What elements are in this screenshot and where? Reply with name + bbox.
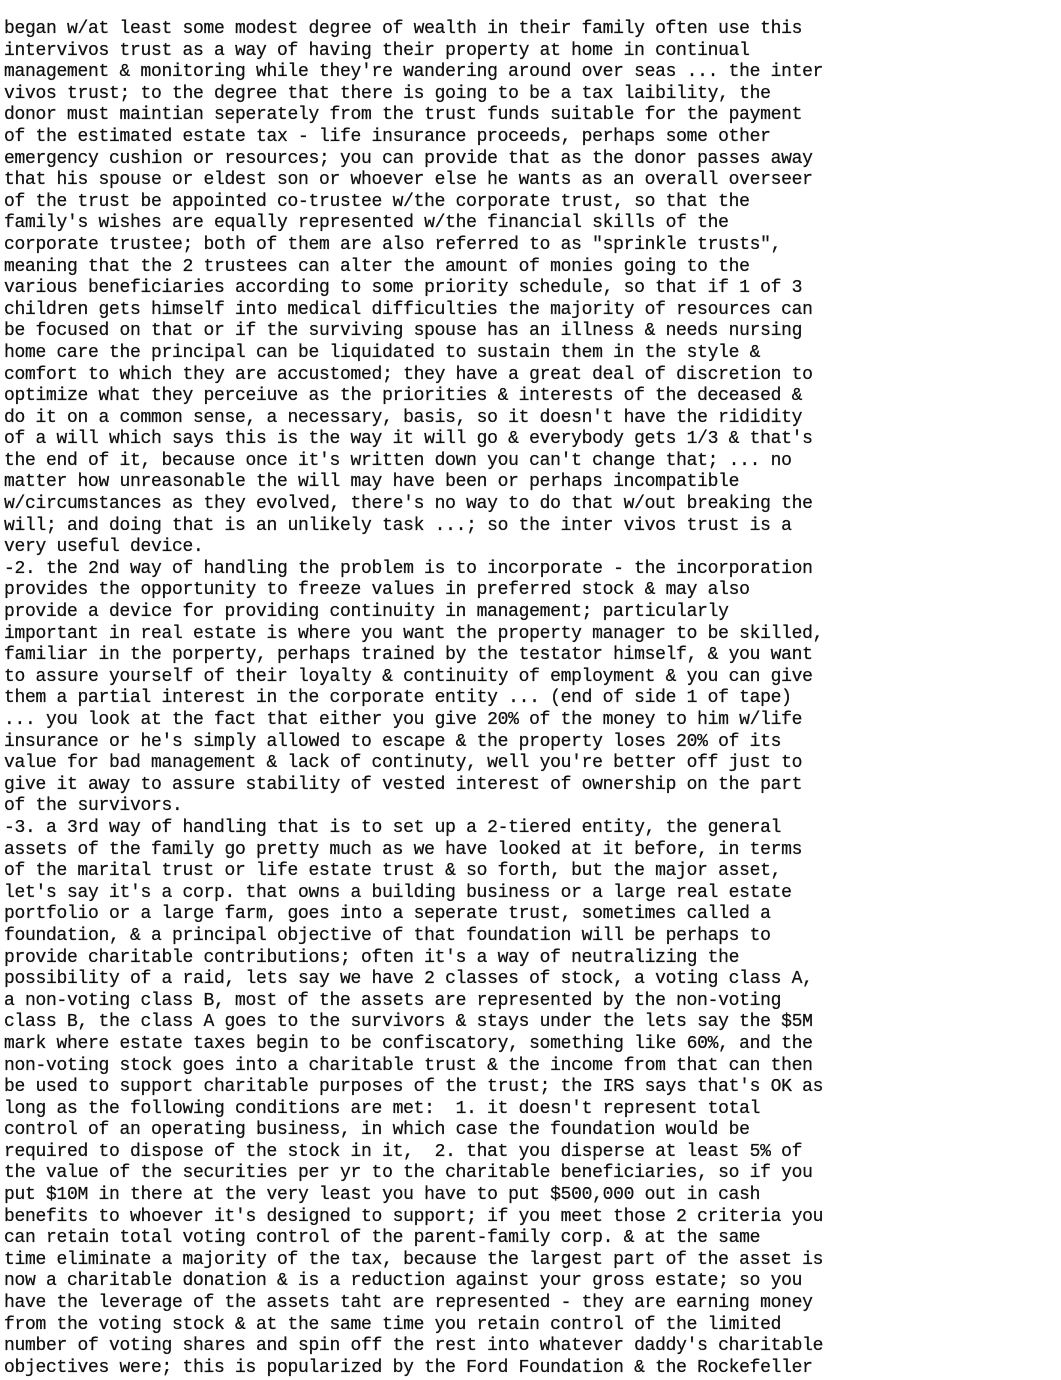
text-line: matter how unreasonable the will may have been or perhaps incompatible xyxy=(4,472,740,493)
text-line: be focused on that or if the surviving spouse has an illness & needs nursing xyxy=(4,321,803,342)
text-line: comfort to which they are accustomed; they have a great deal of discretion to xyxy=(4,364,813,385)
text-line: non-voting stock goes into a charitable trust & the income from that can then xyxy=(4,1055,813,1076)
text-line: required to dispose of the stock in it, 2. that you disperse at least 5% of xyxy=(4,1141,803,1162)
text-line: family's wishes are equally represented w/the financial skills of the xyxy=(4,213,729,234)
text-line: of a will which says this is the way it will go & everybody gets 1/3 & that's xyxy=(4,429,813,450)
text-line: will; and doing that is an unlikely task ...; so the inter vivos trust is a xyxy=(4,515,792,536)
text-line: donor must maintian seperately from the trust funds suitable for the payment xyxy=(4,105,803,126)
text-line: intervivos trust as a way of having their property at home in continual xyxy=(4,40,750,61)
text-line: a non-voting class B, most of the assets are represented by the non-voting xyxy=(4,990,782,1011)
text-line: the end of it, because once it's written down you can't change that; ... no xyxy=(4,450,792,471)
text-line: class B, the class A goes to the survivors & stays under the lets say the $5M xyxy=(4,1012,813,1033)
text-line: provide charitable contributions; often it's a way of neutralizing the xyxy=(4,947,740,968)
text-line: value for bad management & lack of continuty, well you're better off just to xyxy=(4,753,803,774)
text-line: optimize what they perceiuve as the priorities & interests of the deceased & xyxy=(4,386,803,407)
text-line: began w/at least some modest degree of wealth in their family often use this xyxy=(4,19,803,39)
text-line: provides the opportunity to freeze values in preferred stock & may also xyxy=(4,580,750,601)
text-line: ... you look at the fact that either you give 20% of the money to him w/life xyxy=(4,710,803,730)
text-line: possibility of a raid, lets say we have 2 classes of stock, a voting class A, xyxy=(4,969,813,990)
text-line: of the marital trust or life estate trust & so forth, but the major asset, xyxy=(4,861,782,882)
text-line: very useful device. xyxy=(4,537,204,558)
text-line: objectives were; this is popularized by the Ford Foundation & the Rockefeller xyxy=(4,1357,813,1378)
text-line: of the estimated estate tax - life insurance proceeds, perhaps some other xyxy=(4,126,771,147)
text-line: that his spouse or eldest son or whoever else he wants as an overall overseer xyxy=(4,170,813,191)
text-line: control of an operating business, in which case the foundation would be xyxy=(4,1120,750,1141)
text-line: now a charitable donation & is a reduction against your gross estate; so you xyxy=(4,1271,803,1292)
text-line: children gets himself into medical difficulties the majority of resources can xyxy=(4,299,813,320)
transcript-page xyxy=(4,19,1057,1379)
text-line: home care the principal can be liquidated to sustain them in the style & xyxy=(4,342,761,363)
text-line: various beneficiaries according to some priority schedule, so that if 1 of 3 xyxy=(4,278,803,299)
text-line: put $10M in there at the very least you have to put $500,000 out in cash xyxy=(4,1185,761,1206)
text-line: insurance or he's simply allowed to escape & the property loses 20% of its xyxy=(4,731,782,752)
text-line: familiar in the porperty, perhaps trained by the testator himself, & you want xyxy=(4,645,813,666)
text-line: of the trust be appointed co-trustee w/the corporate trust, so that the xyxy=(4,191,750,212)
text-line: important in real estate is where you want the property manager to be skilled, xyxy=(4,623,824,644)
text-line: provide a device for providing continuity in management; particularly xyxy=(4,602,729,623)
text-line: them a partial interest in the corporate entity ... (end of side 1 of tape) xyxy=(4,688,792,709)
text-line: to assure yourself of their loyalty & continuity of employment & you can give xyxy=(4,666,813,687)
transcript-body xyxy=(4,19,1057,1379)
text-line: vivos trust; to the degree that there is going to be a tax laibility, the xyxy=(4,83,771,104)
text-line: management & monitoring while they're wandering around over seas ... the inter xyxy=(4,62,824,83)
text-line: emergency cushion or resources; you can provide that as the donor passes away xyxy=(4,148,813,169)
text-line: from the voting stock & at the same time you retain control of the limited xyxy=(4,1314,782,1335)
text-line: meaning that the 2 trustees can alter the amount of monies going to the xyxy=(4,256,750,277)
text-line: do it on a common sense, a necessary, basis, so it doesn't have the rididity xyxy=(4,407,803,428)
text-line: corporate trustee; both of them are also referred to as "sprinkle trusts", xyxy=(4,234,782,255)
text-line: the value of the securities per yr to the charitable beneficiaries, so if you xyxy=(4,1163,813,1184)
text-line: portfolio or a large farm, goes into a seperate trust, sometimes called a xyxy=(4,904,771,925)
text-line: benefits to whoever it's designed to support; if you meet those 2 criteria you xyxy=(4,1206,824,1227)
text-line: -3. a 3rd way of handling that is to set up a 2-tiered entity, the general xyxy=(4,817,782,838)
text-line: of the survivors. xyxy=(4,796,183,817)
text-line: number of voting shares and spin off the rest into whatever daddy's charitable xyxy=(4,1336,824,1357)
text-line: mark where estate taxes begin to be confiscatory, something like 60%, and the xyxy=(4,1033,813,1054)
text-line: long as the following conditions are met: 1. it doesn't represent total xyxy=(4,1098,761,1119)
text-line: assets of the family go pretty much as we have looked at it before, in terms xyxy=(4,839,803,860)
text-line: let's say it's a corp. that owns a building business or a large real estate xyxy=(4,882,792,903)
text-line: be used to support charitable purposes of the trust; the IRS says that's OK as xyxy=(4,1077,824,1098)
text-line: have the leverage of the assets taht are represented - they are earning money xyxy=(4,1293,813,1314)
text-line: time eliminate a majority of the tax, because the largest part of the asset is xyxy=(4,1249,824,1270)
text-line: w/circumstances as they evolved, there's no way to do that w/out breaking the xyxy=(4,494,813,515)
text-line: can retain total voting control of the parent-family corp. & at the same xyxy=(4,1228,761,1249)
text-line: -2. the 2nd way of handling the problem is to incorporate - the incorporation xyxy=(4,558,813,579)
text-line: foundation, & a principal objective of that foundation will be perhaps to xyxy=(4,925,771,946)
text-line: give it away to assure stability of vested interest of ownership on the part xyxy=(4,774,803,795)
